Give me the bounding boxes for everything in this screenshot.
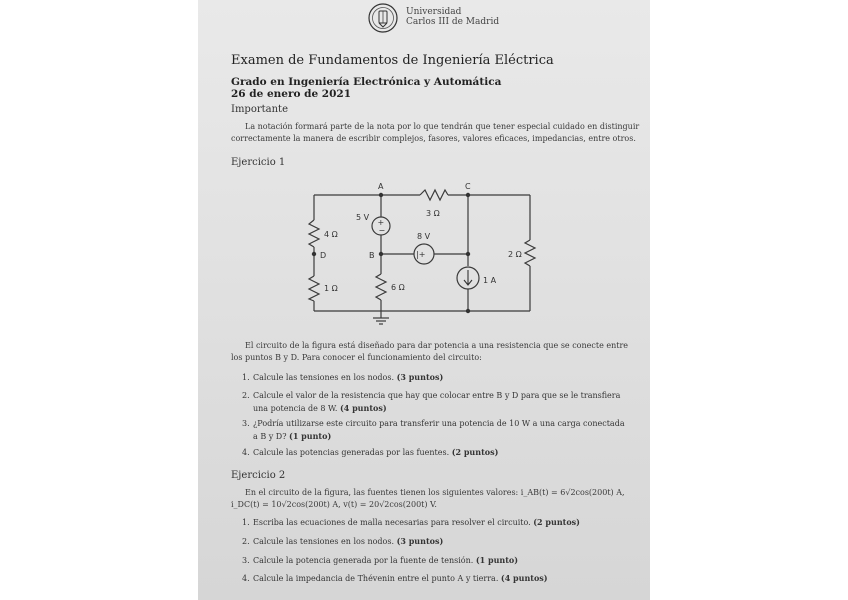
exercise1-question-4: [242, 446, 498, 459]
question-number: 2.: [242, 537, 250, 546]
resistor-4-symbol: [309, 220, 319, 247]
question-number: 1.: [242, 373, 250, 382]
exercise2-question-3: [242, 554, 518, 567]
exercise1-intro-line1: El circuito de la figura está diseñado para dar potencia a una resistencia que se conecte entre: [245, 341, 629, 350]
arrow-down-icon: [464, 270, 472, 285]
question-text-line2: una potencia de 8 W.: [253, 404, 338, 413]
exam-title: Examen de Fundamentos de Ingeniería Eléctrica: [231, 53, 554, 68]
important-text-line1: La notación formará parte de la nota por lo que tendrán que tener especial cuidado en distinguir: [245, 122, 640, 131]
resistor-3-label: 3 Ω: [426, 209, 440, 218]
question-text: Calcule la impedancia de Thévenin entre el punto A y tierra.: [253, 574, 499, 583]
question-number: 2.: [242, 391, 250, 400]
exercise1-question-2: [242, 390, 620, 415]
node-bottom-dot: [466, 309, 470, 313]
important-text-line2: correctamente la manera de escribir complejos, fasores, valores eficaces, impedancias, entre otros.: [231, 134, 636, 143]
resistor-2-symbol: [525, 240, 535, 266]
question-points: (3 puntos): [396, 372, 444, 382]
node-b-dot: [379, 252, 383, 256]
question-text-line1: Calcule el valor de la resistencia que hay que colocar entre B y D para que se le transfiera: [253, 391, 621, 400]
question-number: 3.: [242, 556, 250, 565]
node-a-label: A: [378, 182, 384, 191]
node-junction-dot: [466, 252, 470, 256]
exercise2-intro-line1: En el circuito de la figura, las fuentes tienen los siguientes valores: i_AB(t) = 6√2cos(200t) A,: [245, 488, 625, 497]
resistor-1-symbol: [309, 276, 319, 301]
exercise1-intro-line2: los puntos B y D. Para conocer el funcionamiento del circuito:: [231, 353, 482, 362]
resistor-1-label: 1 Ω: [324, 284, 338, 293]
question-text-line2: a B y D?: [253, 432, 287, 441]
resistor-6-symbol: [376, 274, 386, 300]
minus-sign-icon: −: [378, 226, 386, 235]
exercise1-heading: Ejercicio 1: [231, 157, 286, 168]
node-d-label: D: [320, 251, 327, 260]
resistor-3-symbol: [420, 190, 448, 200]
voltage-source-8v-label: 8 V: [417, 232, 431, 241]
question-number: 4.: [242, 574, 250, 583]
question-points: (1 punto): [289, 431, 332, 441]
question-points: (3 puntos): [396, 536, 444, 546]
question-points: (2 puntos): [533, 517, 580, 527]
exercise1-question-1: [242, 371, 443, 384]
node-b-label: B: [369, 251, 375, 260]
important-heading: Importante: [231, 104, 288, 115]
question-points: (2 puntos): [451, 447, 499, 457]
exercise2-question-2: [242, 535, 443, 548]
question-text-line1: ¿Podría utilizarse este circuito para transferir una potencia de 10 W a una carga conectada: [253, 419, 625, 428]
node-a-dot: [379, 193, 383, 197]
node-d-dot: [312, 252, 316, 256]
exercise1-question-3: [242, 418, 625, 443]
question-text: Escriba las ecuaciones de malla necesarias para resolver el circuito.: [253, 518, 531, 527]
exam-date: 26 de enero de 2021: [231, 88, 352, 100]
question-points: (1 punto): [475, 555, 519, 565]
question-number: 1.: [242, 518, 250, 527]
source-8v-plus-icon: |+: [416, 250, 426, 259]
question-points: (4 puntos): [500, 573, 548, 583]
university-name-line1: Universidad: [406, 7, 462, 17]
node-c-dot: [466, 193, 470, 197]
resistor-4-label: 4 Ω: [324, 230, 338, 239]
question-number: 4.: [242, 448, 250, 457]
node-c-label: C: [465, 182, 471, 191]
current-source-1a-label: 1 A: [483, 276, 497, 285]
degree-name: Grado en Ingeniería Electrónica y Automática: [231, 76, 502, 88]
resistor-2-label: 2 Ω: [508, 250, 522, 259]
resistor-6-label: 6 Ω: [391, 283, 405, 292]
question-text: Calcule las tensiones en los nodos.: [253, 373, 395, 382]
question-points: (4 puntos): [339, 403, 387, 413]
question-text: Calcule las tensiones en los nodos.: [253, 537, 395, 546]
plus-sign-icon: +: [377, 218, 385, 227]
exercise2-question-4: [242, 572, 548, 585]
exam-paper: [198, 0, 650, 600]
exercise2-heading: Ejercicio 2: [231, 470, 286, 481]
university-name-line2: Carlos III de Madrid: [406, 17, 500, 27]
voltage-source-5v-label: 5 V: [356, 213, 370, 222]
exercise2-question-1: [242, 516, 580, 529]
exercise2-intro-line2: i_DC(t) = 10√2cos(200t) A, v(t) = 20√2cos(200t) V.: [231, 500, 437, 509]
question-text: Calcule las potencias generadas por las fuentes.: [253, 448, 450, 457]
question-text: Calcule la potencia generada por la fuente de tensión.: [253, 556, 474, 565]
question-number: 3.: [242, 419, 250, 428]
